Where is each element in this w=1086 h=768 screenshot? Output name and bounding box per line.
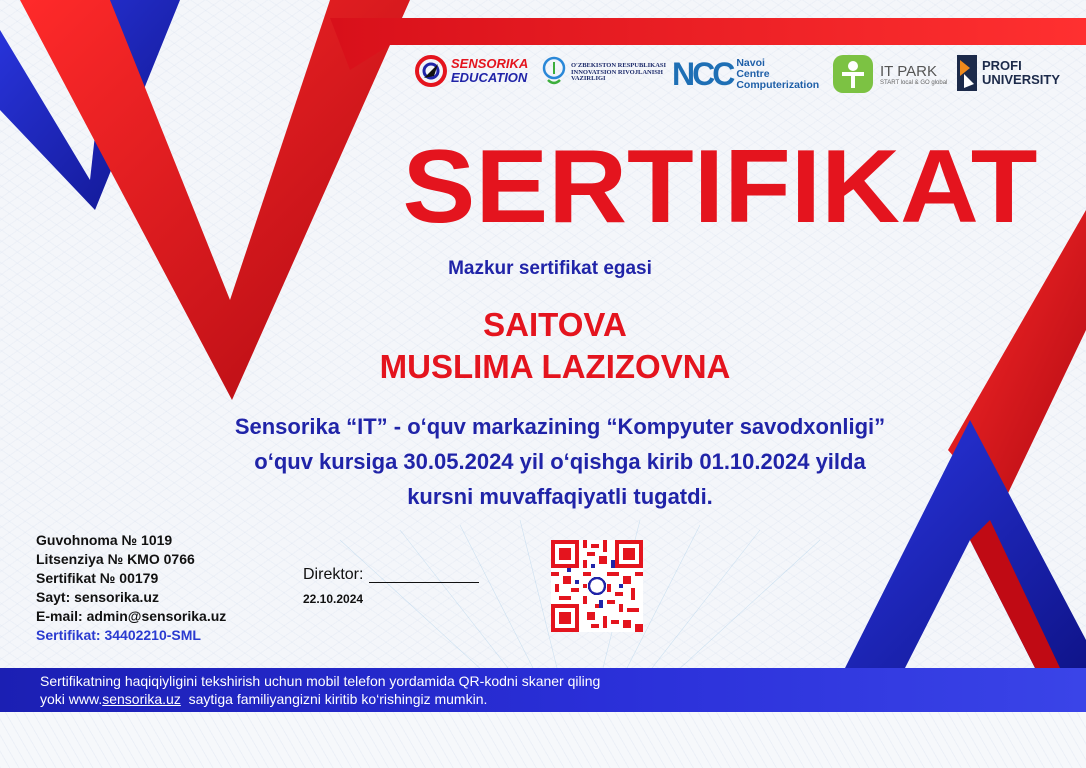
- bottom-pattern: [0, 712, 1086, 768]
- certificate-id: Sertifikat: 34402210-SML: [36, 627, 201, 643]
- sensorika-logo: [414, 54, 528, 88]
- director-label: Direktor:: [303, 566, 364, 583]
- desc-line2: o‘quv kursiga 30.05.2024 yil o‘qishga kirib 01.10.2024 yilda: [254, 449, 866, 474]
- certificate-title: SERTIFIKAT: [402, 129, 1038, 245]
- ncc-line3: Computerization: [736, 79, 820, 91]
- holder-label: Mazkur sertifikat egasi: [448, 258, 652, 279]
- footer-text: [40, 672, 600, 708]
- holder-surname: SAITOVA: [483, 306, 627, 343]
- ncc-line1: Navoi: [736, 56, 765, 69]
- ministry-logo: [540, 56, 666, 90]
- ministry-line2: INNOVATSION RIVOJLANISH: [571, 68, 663, 76]
- footer-line2-prefix: yoki www.: [40, 691, 103, 707]
- itpark-tagline: START local & GO global: [880, 79, 948, 86]
- email: E-mail: admin@sensorika.uz: [36, 608, 227, 624]
- lightbulb-icon: [540, 56, 568, 90]
- director-signature: [303, 566, 479, 585]
- desc-line3: kursni muvaffaqiyatli tugatdi.: [407, 484, 713, 509]
- ncc-line2: Centre: [736, 67, 770, 80]
- itpark-name: IT PARK: [880, 62, 937, 80]
- footer-line2: [40, 690, 600, 708]
- holder-given-names: MUSLIMA LAZIZOVNA: [379, 348, 731, 385]
- profi-icon: [956, 54, 978, 92]
- profi-line2: UNIVERSITY: [982, 72, 1061, 87]
- profi-line1: PROFI: [982, 58, 1022, 74]
- ncc-mark: NCC: [672, 56, 733, 92]
- footer-line1: Sertifikatning haqiqiyligini tekshirish uchun mobil telefon yordamida QR-kodni skaner qiling: [40, 673, 601, 689]
- litsenziya: Litsenziya № KMO 0766: [36, 551, 195, 567]
- partner-logos: [410, 52, 1080, 96]
- itpark-logo: [832, 54, 947, 94]
- profi-logo: [956, 54, 1060, 92]
- qr-code: [551, 540, 643, 632]
- website: Sayt: sensorika.uz: [36, 589, 159, 605]
- ministry-line1: O'ZBEKISTON RESPUBLIKASI: [571, 61, 667, 69]
- desc-line1: Sensorika “IT” - o‘quv markazining “Kompyuter savodxonligi”: [234, 414, 886, 439]
- ncc-logo: [672, 56, 819, 93]
- footer-line2-suffix: saytiga familiyangizni kiritib ko‘rishingiz mumkin.: [180, 691, 488, 707]
- issue-date: 22.10.2024: [303, 592, 364, 606]
- sensorika-icon: [414, 54, 448, 88]
- registration-info: [36, 531, 226, 645]
- sensorika-link[interactable]: sensorika.uz: [102, 691, 181, 707]
- course-description: [80, 409, 1040, 514]
- ministry-line3: VAZIRLIGI: [571, 75, 606, 83]
- signature-line: [369, 564, 479, 583]
- guvohnoma: Guvohnoma № 1019: [36, 532, 173, 548]
- sensorika-line1: SENSORIKA: [451, 56, 529, 72]
- sertifikat-number: Sertifikat № 00179: [36, 570, 159, 586]
- sensorika-line2: EDUCATION: [451, 70, 528, 85]
- itpark-icon: [832, 54, 874, 94]
